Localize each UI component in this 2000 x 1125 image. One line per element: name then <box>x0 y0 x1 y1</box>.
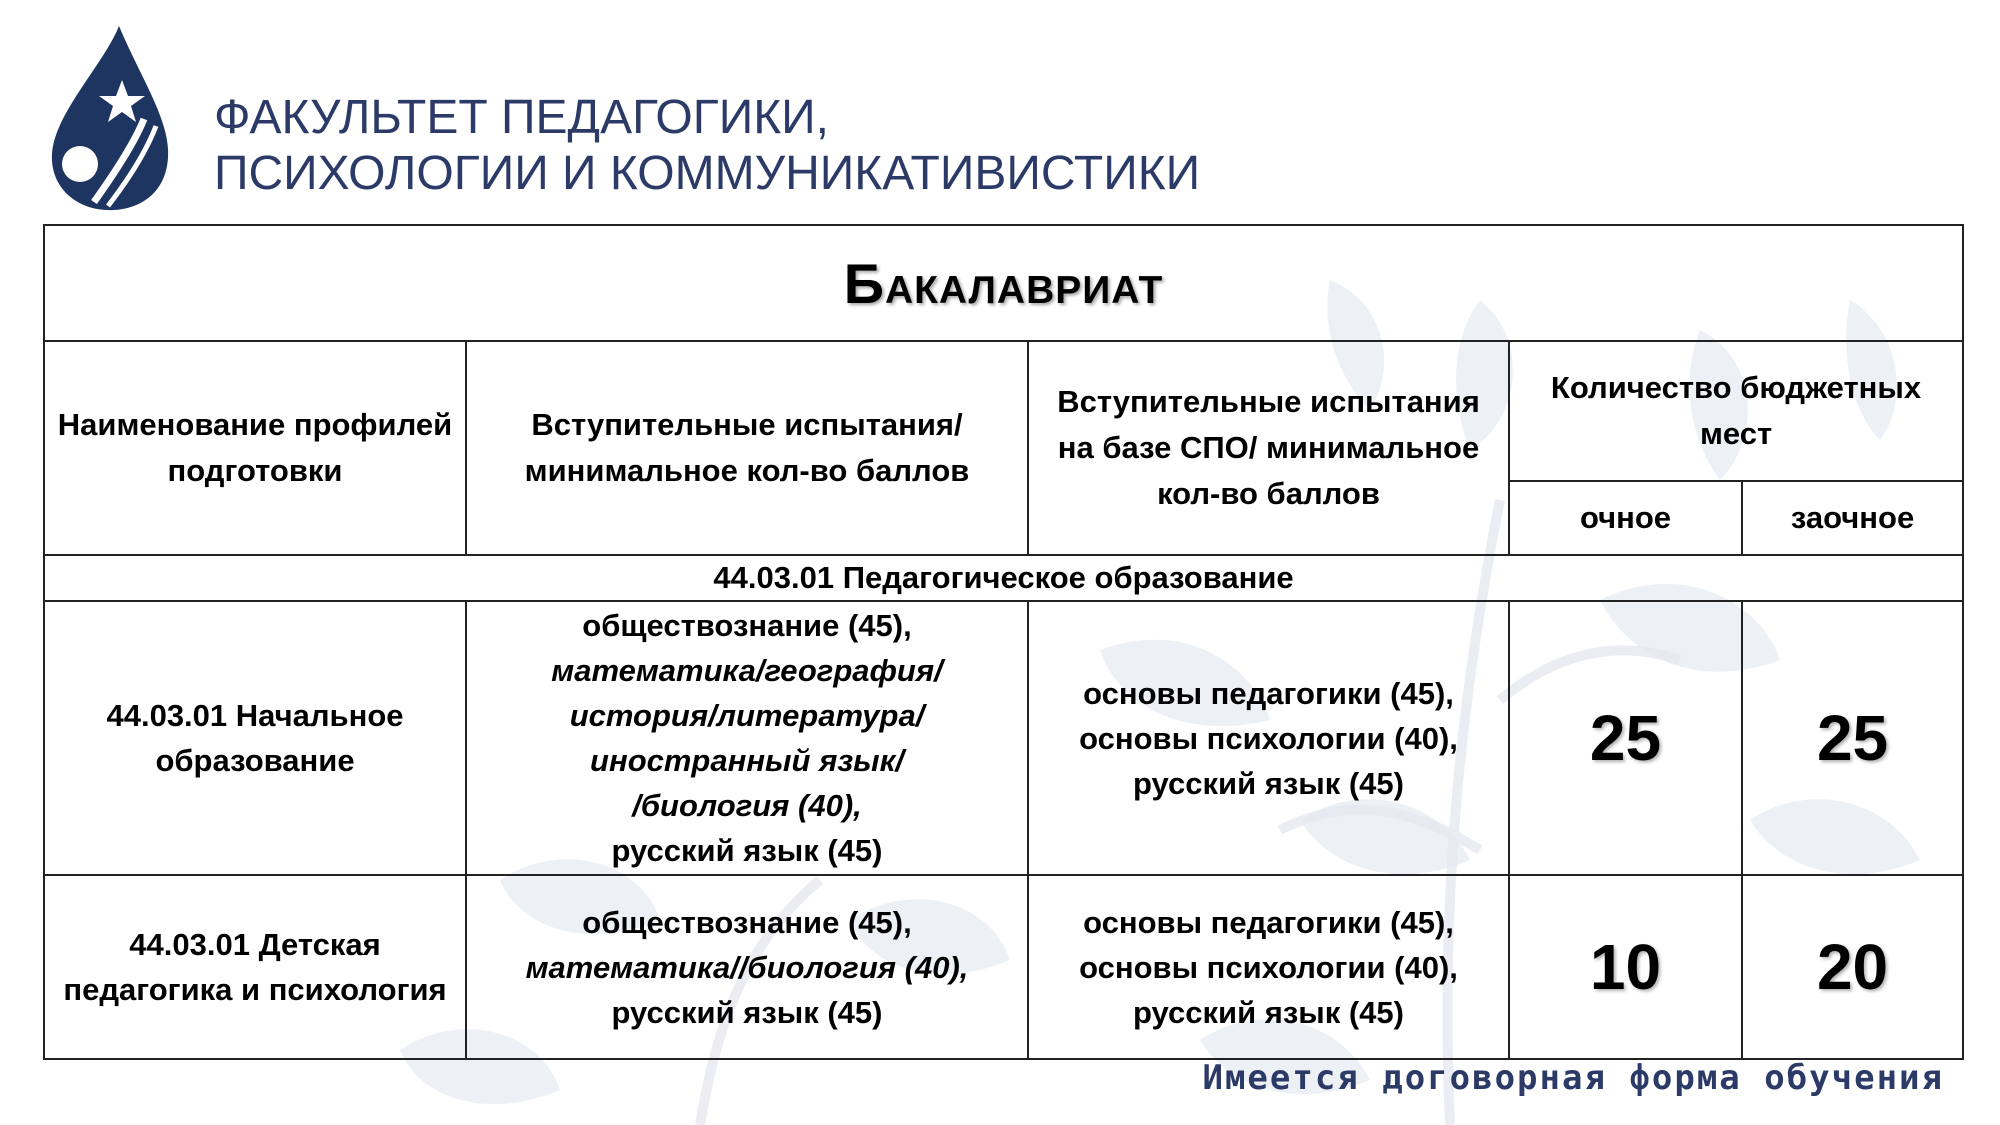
profile-name-cell: 44.03.01 Начальное образование <box>44 601 466 875</box>
header-profile-name: Наименование профилей подготовки <box>44 341 466 555</box>
faculty-title <box>214 90 1200 202</box>
spo-exam-line: основы психологии (40), <box>1079 949 1458 985</box>
profile-name-cell: 44.03.01 Детская педагогика и психология <box>44 875 466 1059</box>
exam-line: /биология (40), <box>632 788 862 823</box>
exam-line: иностранный язык/ <box>590 743 904 778</box>
exam-line: русский язык (45) <box>611 994 883 1030</box>
exam-line: обществознание (45), <box>582 608 912 643</box>
spo-exam-line: основы педагогики (45), <box>1083 904 1454 940</box>
exams-cell <box>466 875 1028 1059</box>
header-row <box>44 341 1963 481</box>
drop-star-logo-icon <box>44 24 174 214</box>
exam-line: обществознание (45), <box>582 904 912 940</box>
spo-exam-line: русский язык (45) <box>1133 994 1404 1030</box>
header-full-time: очное <box>1509 481 1742 555</box>
faculty-title-line1: ФАКУЛЬТЕТ ПЕДАГОГИКИ, <box>214 91 829 144</box>
spo-exams-cell <box>1028 601 1509 875</box>
admission-table <box>43 224 1964 1060</box>
exam-line: математика/география/ <box>551 653 943 688</box>
header-entrance-exams: Вступительные испытания/ минимальное кол-во баллов <box>466 341 1028 555</box>
full-time-places: 10 <box>1509 875 1742 1059</box>
direction-row <box>44 555 1963 601</box>
contract-form-note: Имеется договорная форма обучения <box>1202 1058 1944 1098</box>
header-part-time: заочное <box>1742 481 1963 555</box>
header-entrance-exams-spo: Вступительные испытания на базе СПО/ минимальное кол-во баллов <box>1028 341 1509 555</box>
table-row <box>44 875 1963 1059</box>
part-time-places: 25 <box>1742 601 1963 875</box>
spo-exam-line: основы психологии (40), <box>1079 720 1458 756</box>
part-time-places: 20 <box>1742 875 1963 1059</box>
direction-title: 44.03.01 Педагогическое образование <box>44 555 1963 601</box>
exam-line: история/литература/ <box>569 698 925 733</box>
table-row <box>44 601 1963 875</box>
exam-line: математика//биология (40), <box>525 949 969 985</box>
exams-cell <box>466 601 1028 875</box>
spo-exams-cell <box>1028 875 1509 1059</box>
spo-exam-line: основы педагогики (45), <box>1083 675 1454 711</box>
full-time-places: 25 <box>1509 601 1742 875</box>
section-row <box>44 225 1963 341</box>
faculty-title-line2: ПСИХОЛОГИИ И КОММУНИКАТИВИСТИКИ <box>214 147 1201 200</box>
section-title: Бакалавриат <box>44 225 1963 341</box>
header-budget-places: Количество бюджетных мест <box>1509 341 1963 481</box>
exam-line: русский язык (45) <box>611 833 883 868</box>
spo-exam-line: русский язык (45) <box>1133 765 1404 801</box>
